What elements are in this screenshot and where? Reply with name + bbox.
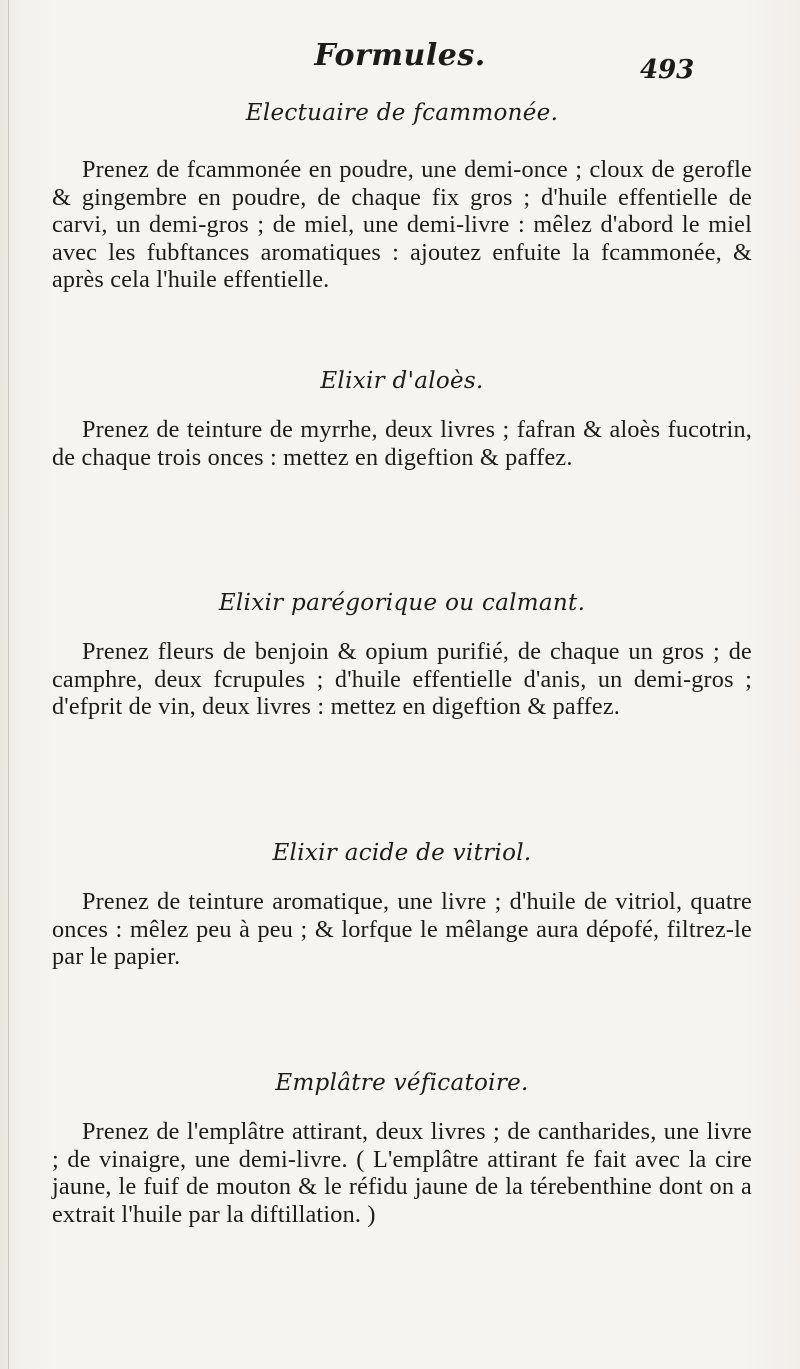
recipe-text: Prenez fleurs de benjoin & opium purifié, de chaque un gros ; de camphre, deux fcrupules ; d'huile effentielle d'anis, un demi-gros ; d'efprit de vin, deux livres : mettez en digeftion & paffez. <box>52 638 752 720</box>
recipe-heading: Elixir d'aloès. <box>320 368 484 394</box>
recipe-emplatre-vesicatoire <box>52 1070 752 1228</box>
running-title: Formules. <box>314 38 486 73</box>
recipe-elixir-acide-vitriol <box>52 840 752 971</box>
recipe-electuaire-scammonee <box>52 100 752 294</box>
recipe-heading: Elixir parégorique ou calmant. <box>218 590 586 616</box>
recipe-heading: Emplâtre véficatoire. <box>275 1070 529 1096</box>
page-edge-shadow <box>8 0 9 1369</box>
recipe-elixir-paregorique <box>52 590 752 721</box>
recipe-heading: Electuaire de fcammonée. <box>245 100 559 126</box>
recipe-text: Prenez de teinture aromatique, une livre ; d'huile de vitriol, quatre onces : mêlez peu à peu ; & lorfque le mêlange aura dépofé, filtrez-le par le papier. <box>52 888 752 970</box>
recipe-text: Prenez de teinture de myrrhe, deux livres ; fafran & aloès fucotrin, de chaque trois onces : mettez en digeftion & paffez. <box>52 416 752 471</box>
recipe-text: Prenez de l'emplâtre attirant, deux livres ; de cantharides, une livre ; de vinaigre, une demi-livre. ( L'emplâtre attirant fe fait avec la cire jaune, le fuif de mouton & le réfidu jaune de la térebenthine dont on a extrait l'huile par la diftillation. ) <box>52 1118 752 1228</box>
recipe-heading: Elixir acide de vitriol. <box>272 840 532 866</box>
page-number: 493 <box>640 55 695 85</box>
recipe-text: Prenez de fcammonée en poudre, une demi-once ; cloux de gerofle & gingembre en poudre, de chaque fix gros ; d'huile effentielle de carvi, un demi-gros ; de miel, une demi-livre : mêlez d'abord le miel avec les fubftances aromatiques : ajoutez enfuite la fcammonée, & après cela l'huile effentielle. <box>52 156 752 293</box>
recipe-elixir-aloes <box>52 368 752 471</box>
